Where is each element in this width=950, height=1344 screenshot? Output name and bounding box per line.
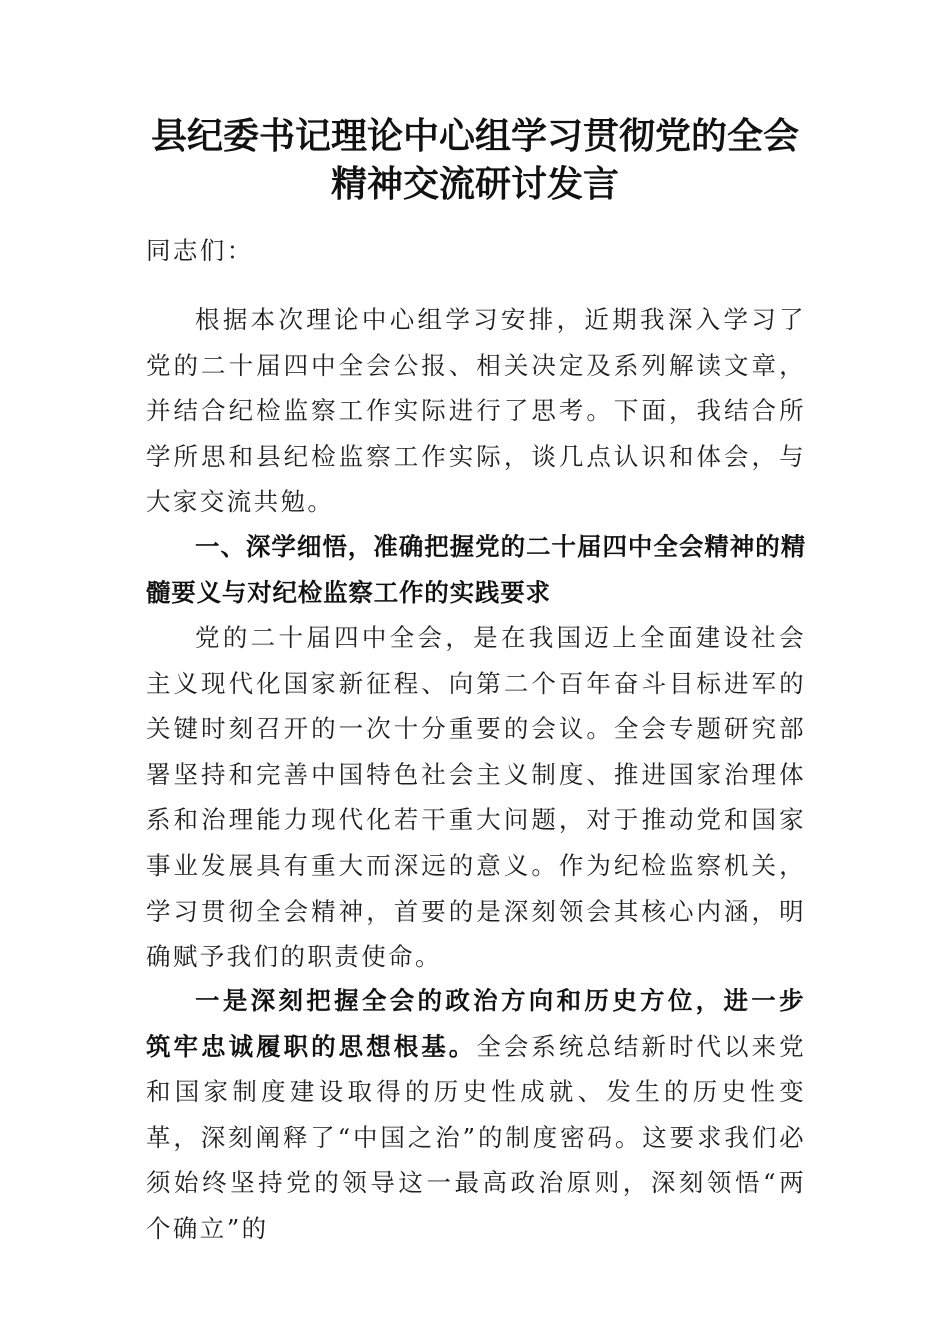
point-1-lead: 一是深刻把握全会的政治方向和历史方位，进一步筑牢忠诚履职的思想根基。 <box>146 986 806 1061</box>
section-1-heading: 一、深学细悟，准确把握党的二十届四中全会精神的精髓要义与对纪检监察工作的实践要求 <box>146 532 806 607</box>
section-1-body: 党的二十届四中全会，是在我国迈上全面建设社会主义现代化国家新征程、向第二个百年奋斗目标进军的关键时刻召开的一次十分重要的会议。全会专题研究部署坚持和完善中国特色社会主义制度、推进国家治理体系和治理能力现代化若干重大问题，对于推动党和国家事业发展具有重大而深远的意义。作为纪检监察机关，学习贯彻全会精神，首要的是深刻领会其核心内涵，明确赋予我们的职责使命。 <box>146 623 806 972</box>
intro-paragraph: 根据本次理论中心组学习安排，近期我深入学习了党的二十届四中全会公报、相关决定及系列解读文章，并结合纪检监察工作实际进行了思考。下面，我结合所学所思和县纪检监察工作实际，谈几点认识和体会，与大家交流共勉。 <box>146 305 806 517</box>
document-title-line-2: 精神交流研讨发言 <box>330 163 619 205</box>
point-1-body: 全会系统总结新时代以来党和国家制度建设取得的历史性成就、发生的历史性变革，深刻阐释了“中国之治”的制度密码。这要求我们必须始终坚持党的领导这一最高政治原则，深刻领悟“两个确立”的 <box>146 1031 806 1243</box>
salutation: 同志们： <box>146 236 254 265</box>
document-title-line-1: 县纪委书记理论中心组学习贯彻党的全会 <box>150 115 799 157</box>
point-1-paragraph <box>146 978 806 1252</box>
